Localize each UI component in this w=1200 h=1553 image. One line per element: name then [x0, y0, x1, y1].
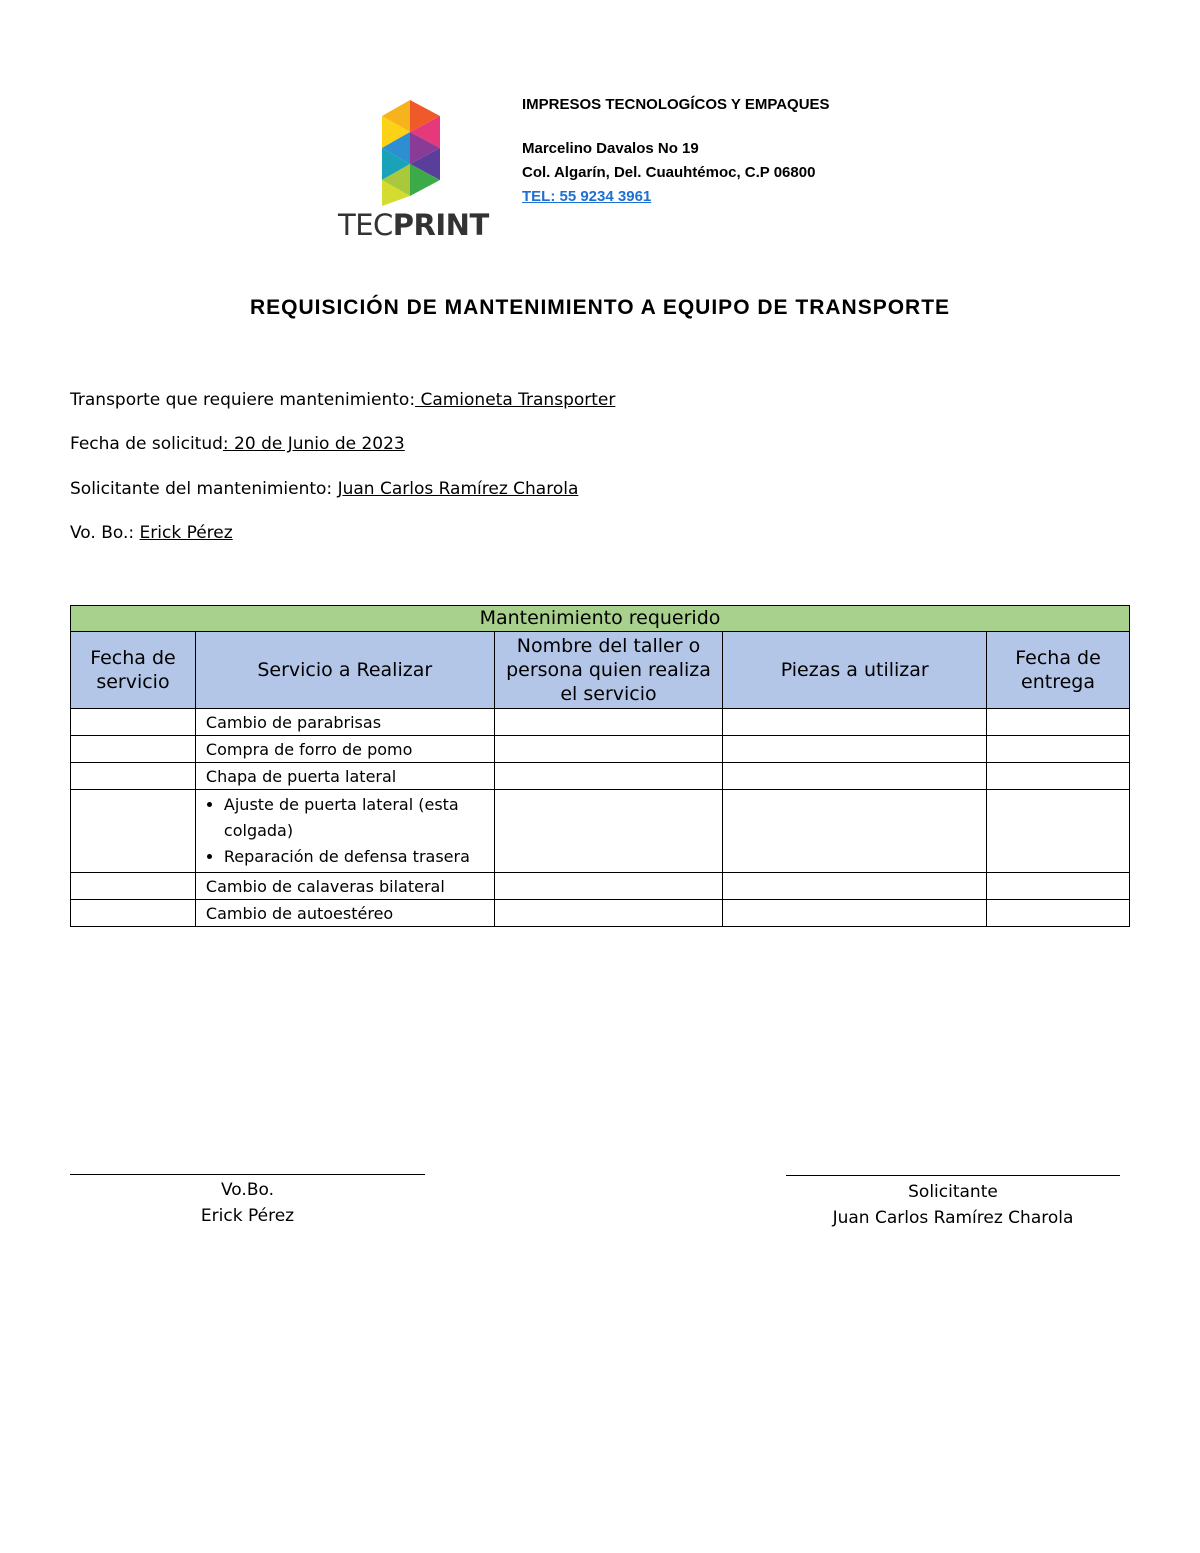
requester-signature-name: Juan Carlos Ramírez Charola — [832, 1208, 1074, 1228]
requester-value: Juan Carlos Ramírez Charola — [337, 479, 579, 499]
vobo-signature-line — [70, 1174, 425, 1175]
service-date-cell[interactable] — [71, 790, 196, 873]
requester-signature-line — [786, 1175, 1120, 1176]
service-date-cell[interactable] — [71, 709, 196, 736]
parts-cell[interactable] — [723, 736, 987, 763]
list-item: • Reparación de defensa trasera — [224, 844, 494, 870]
parts-cell[interactable] — [723, 900, 987, 927]
company-name: IMPRESOS TECNOLOGÍCOS Y EMPAQUES — [522, 96, 830, 113]
workshop-cell[interactable] — [494, 873, 723, 900]
vobo-signature-role: Vo.Bo. — [221, 1180, 274, 1200]
delivery-date-cell[interactable] — [987, 790, 1130, 873]
column-header-delivery-date: Fecha de entrega — [987, 632, 1130, 709]
service-cell — [195, 790, 494, 873]
vobo-label: Vo. Bo.: — [70, 523, 140, 543]
requester-field — [70, 479, 578, 499]
document-title: REQUISICIÓN DE MANTENIMIENTO A EQUIPO DE TRANSPORTE — [249, 296, 951, 319]
company-phone-link[interactable]: TEL: 55 9234 3961 — [522, 188, 652, 205]
table-row — [71, 736, 1130, 763]
table-row — [71, 900, 1130, 927]
requester-signature-role: Solicitante — [908, 1182, 998, 1202]
workshop-cell[interactable] — [494, 790, 723, 873]
service-cell: Chapa de puerta lateral — [195, 763, 494, 790]
maintenance-table — [70, 605, 1130, 927]
request-date-value: : 20 de Junio de 2023 — [222, 434, 405, 454]
vobo-signature-block — [70, 1177, 425, 1229]
vobo-value: Erick Pérez — [139, 523, 233, 543]
service-cell: Cambio de parabrisas — [195, 709, 494, 736]
service-date-cell[interactable] — [71, 763, 196, 790]
vobo-signature-name: Erick Pérez — [200, 1206, 295, 1226]
service-cell: Cambio de autoestéreo — [195, 900, 494, 927]
column-header-service: Servicio a Realizar — [195, 632, 494, 709]
vobo-field — [70, 523, 233, 543]
table-row — [71, 709, 1130, 736]
requester-signature-block — [786, 1179, 1120, 1231]
table-row — [71, 763, 1130, 790]
delivery-date-cell[interactable] — [987, 736, 1130, 763]
delivery-date-cell[interactable] — [987, 709, 1130, 736]
service-date-cell[interactable] — [71, 873, 196, 900]
transport-label: Transporte que requiere mantenimiento: — [70, 390, 416, 410]
company-address-line2: Col. Algarín, Del. Cuauhtémoc, C.P 06800 — [522, 164, 816, 181]
delivery-date-cell[interactable] — [987, 900, 1130, 927]
company-address-line1: Marcelino Davalos No 19 — [522, 140, 699, 157]
parts-cell[interactable] — [723, 790, 987, 873]
request-date-field — [70, 434, 405, 454]
column-header-workshop: Nombre del taller o persona quien realiza el servicio — [494, 632, 723, 709]
table-row — [71, 790, 1130, 873]
transport-field — [70, 390, 615, 410]
parts-cell[interactable] — [723, 709, 987, 736]
workshop-cell[interactable] — [494, 900, 723, 927]
delivery-date-cell[interactable] — [987, 873, 1130, 900]
workshop-cell[interactable] — [494, 709, 723, 736]
transport-value: Camioneta Transporter — [415, 390, 616, 410]
list-item: • Ajuste de puerta lateral (esta colgada) — [224, 792, 494, 844]
column-header-service-date: Fecha de servicio — [71, 632, 196, 709]
requester-label: Solicitante del mantenimiento: — [70, 479, 338, 499]
column-header-parts: Piezas a utilizar — [723, 632, 987, 709]
parts-cell[interactable] — [723, 873, 987, 900]
delivery-date-cell[interactable] — [987, 763, 1130, 790]
service-cell: Cambio de calaveras bilateral — [195, 873, 494, 900]
parts-cell[interactable] — [723, 763, 987, 790]
table-band-title: Mantenimiento requerido — [71, 606, 1130, 632]
service-date-cell[interactable] — [71, 900, 196, 927]
table-row — [71, 873, 1130, 900]
workshop-cell[interactable] — [494, 736, 723, 763]
workshop-cell[interactable] — [494, 763, 723, 790]
service-date-cell[interactable] — [71, 736, 196, 763]
service-cell: Compra de forro de pomo — [195, 736, 494, 763]
logo-wordmark: TECPRINT — [338, 208, 489, 242]
request-date-label: Fecha de solicitud — [70, 434, 223, 454]
